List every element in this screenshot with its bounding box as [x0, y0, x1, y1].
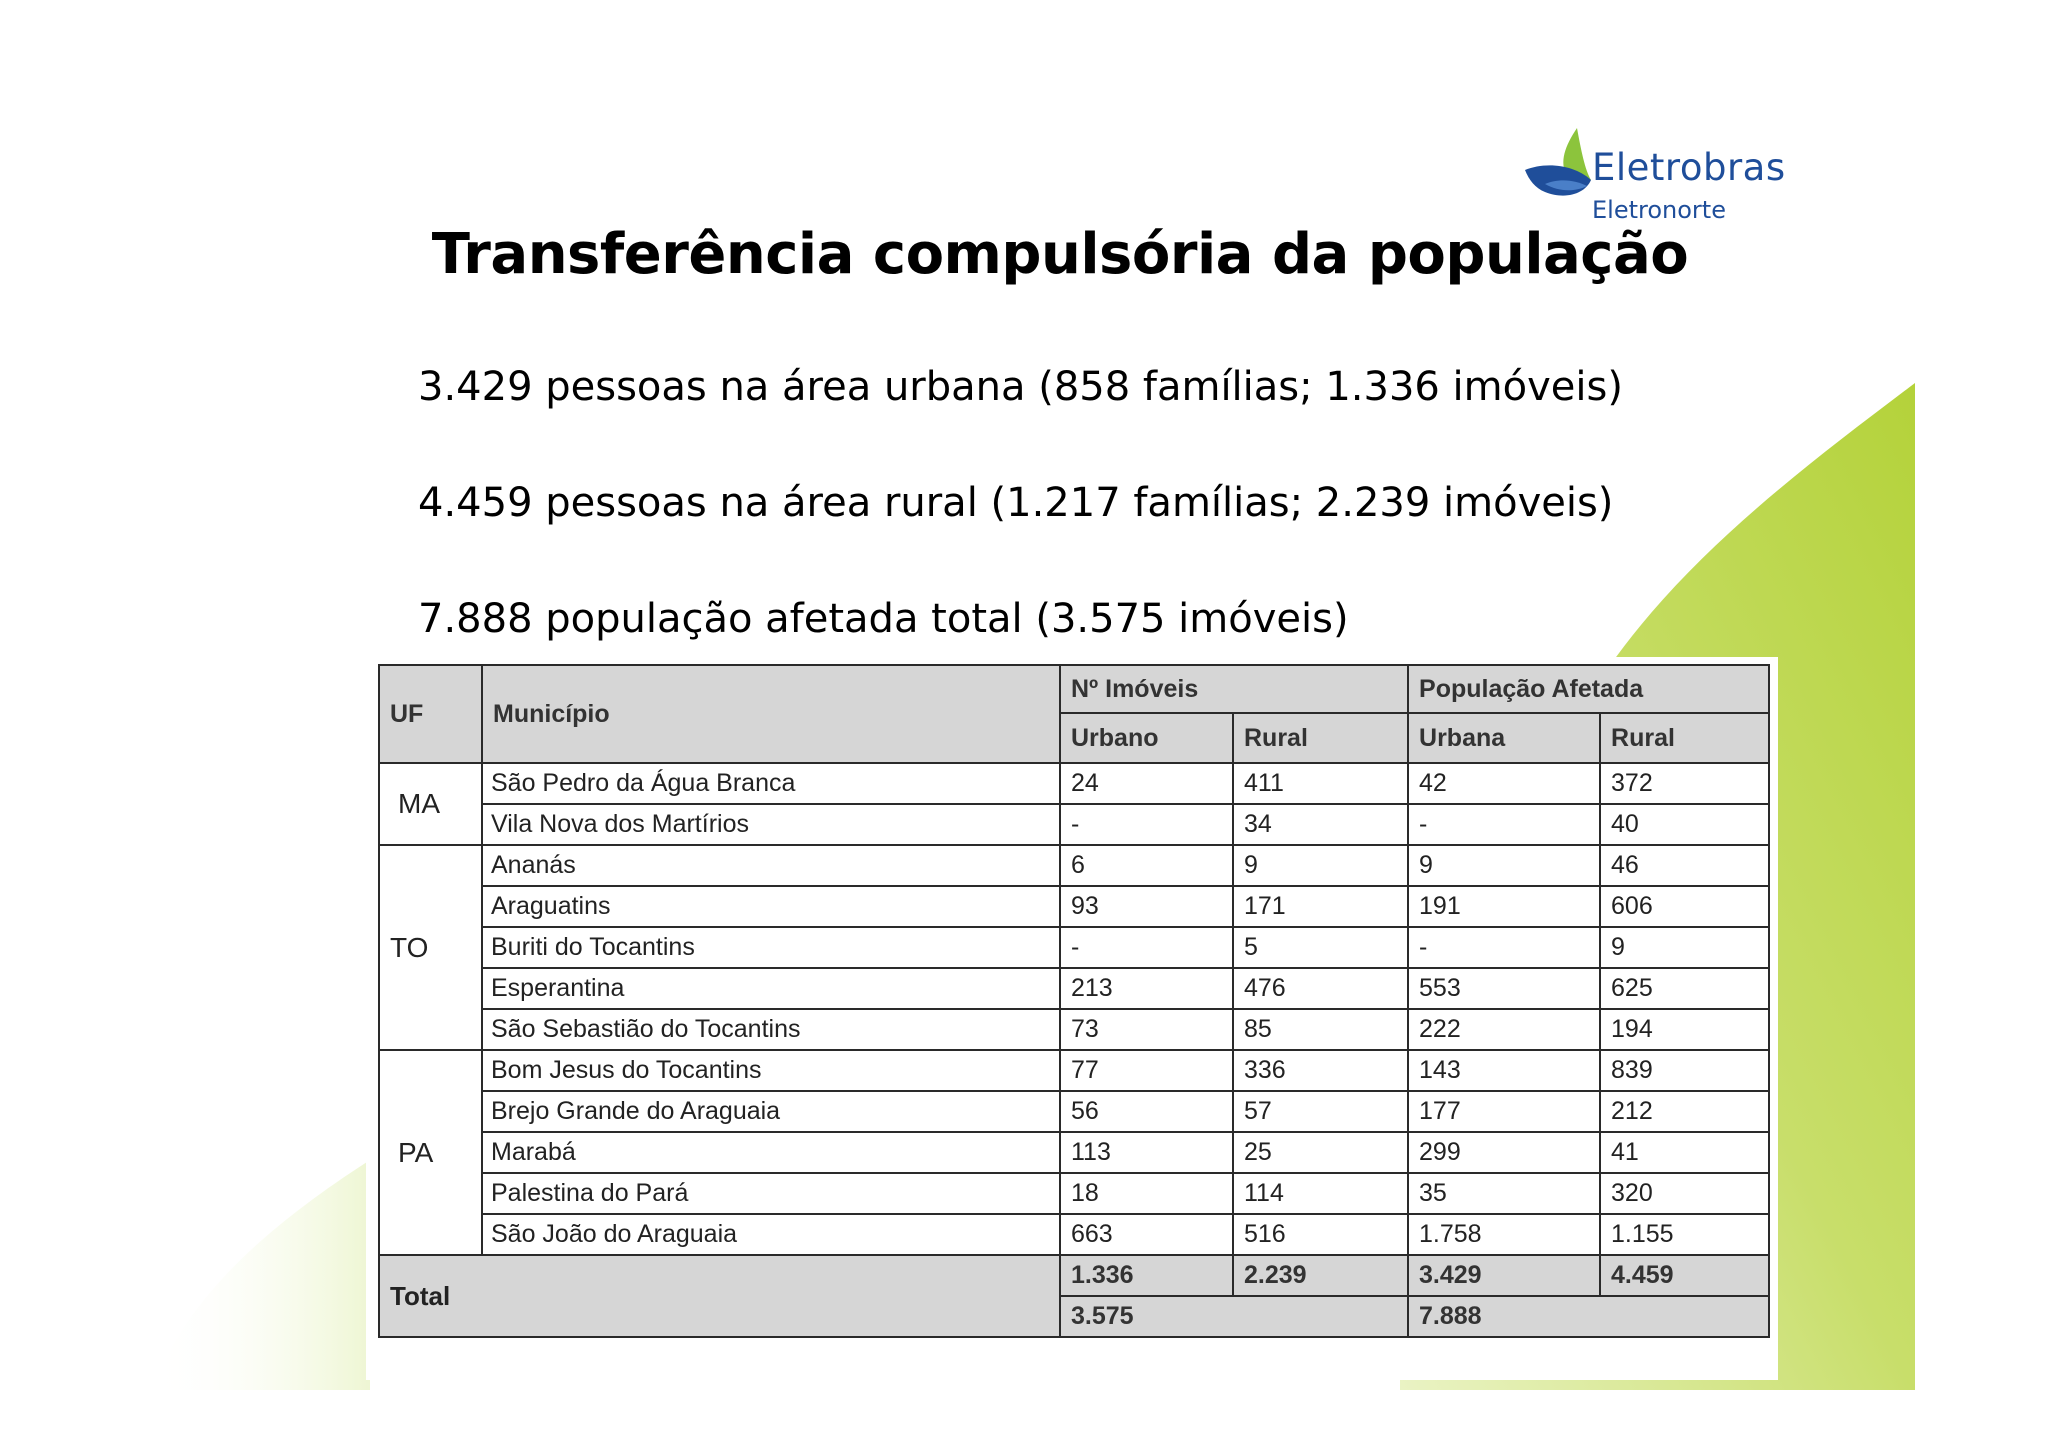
total-label: Total: [379, 1255, 1060, 1337]
value-cell: 85: [1233, 1009, 1408, 1050]
value-cell: 177: [1408, 1091, 1600, 1132]
value-cell: 839: [1600, 1050, 1769, 1091]
value-cell: 113: [1060, 1132, 1233, 1173]
affected-population-table: [378, 664, 1770, 1338]
table-row: [379, 1009, 1769, 1050]
summary-line-urban: 3.429 pessoas na área urbana (858 famílias; 1.336 imóveis): [418, 364, 1623, 410]
municipio-cell: São Pedro da Água Branca: [482, 763, 1060, 804]
summary-line-total: 7.888 população afetada total (3.575 imóveis): [418, 596, 1349, 642]
value-cell: 5: [1233, 927, 1408, 968]
header-imoveis: Nº Imóveis: [1060, 665, 1408, 713]
header-imoveis-urbano: Urbano: [1060, 713, 1233, 763]
header-pop-rural: Rural: [1600, 713, 1769, 763]
table-panel: [366, 657, 1778, 1380]
value-cell: 191: [1408, 886, 1600, 927]
value-cell: 194: [1600, 1009, 1769, 1050]
total-imoveis-urbano: 1.336: [1060, 1255, 1233, 1296]
uf-cell: PA: [379, 1050, 482, 1255]
municipio-cell: Ananás: [482, 845, 1060, 886]
value-cell: 476: [1233, 968, 1408, 1009]
value-cell: 77: [1060, 1050, 1233, 1091]
table-row: [379, 886, 1769, 927]
value-cell: 372: [1600, 763, 1769, 804]
municipio-cell: Araguatins: [482, 886, 1060, 927]
table-row: [379, 1050, 1769, 1091]
total-pop-rural: 4.459: [1600, 1255, 1769, 1296]
value-cell: -: [1060, 804, 1233, 845]
value-cell: 320: [1600, 1173, 1769, 1214]
value-cell: 40: [1600, 804, 1769, 845]
value-cell: 663: [1060, 1214, 1233, 1255]
value-cell: 6: [1060, 845, 1233, 886]
total-pop-urbana: 3.429: [1408, 1255, 1600, 1296]
municipio-cell: Esperantina: [482, 968, 1060, 1009]
total-row: [379, 1255, 1769, 1296]
header-imoveis-rural: Rural: [1233, 713, 1408, 763]
value-cell: 336: [1233, 1050, 1408, 1091]
value-cell: -: [1408, 804, 1600, 845]
uf-cell: TO: [379, 845, 482, 1050]
municipio-cell: Marabá: [482, 1132, 1060, 1173]
value-cell: 9: [1600, 927, 1769, 968]
value-cell: 143: [1408, 1050, 1600, 1091]
total-imoveis-rural: 2.239: [1233, 1255, 1408, 1296]
value-cell: 1.758: [1408, 1214, 1600, 1255]
value-cell: 171: [1233, 886, 1408, 927]
value-cell: -: [1408, 927, 1600, 968]
value-cell: 9: [1408, 845, 1600, 886]
total-imoveis: 3.575: [1060, 1296, 1408, 1337]
value-cell: 56: [1060, 1091, 1233, 1132]
header-pop-urbana: Urbana: [1408, 713, 1600, 763]
value-cell: 1.155: [1600, 1214, 1769, 1255]
table-row: [379, 763, 1769, 804]
logo-name: Eletrobras: [1592, 146, 1786, 189]
value-cell: 606: [1600, 886, 1769, 927]
uf-cell: MA: [379, 763, 482, 845]
municipio-cell: São Sebastião do Tocantins: [482, 1009, 1060, 1050]
total-populacao: 7.888: [1408, 1296, 1769, 1337]
value-cell: 553: [1408, 968, 1600, 1009]
value-cell: 25: [1233, 1132, 1408, 1173]
value-cell: 222: [1408, 1009, 1600, 1050]
value-cell: 24: [1060, 763, 1233, 804]
table-row: [379, 1214, 1769, 1255]
value-cell: 299: [1408, 1132, 1600, 1173]
value-cell: 114: [1233, 1173, 1408, 1214]
municipio-cell: Palestina do Pará: [482, 1173, 1060, 1214]
municipio-cell: Buriti do Tocantins: [482, 927, 1060, 968]
table-row: [379, 1132, 1769, 1173]
summary-line-rural: 4.459 pessoas na área rural (1.217 famílias; 2.239 imóveis): [418, 480, 1614, 526]
value-cell: 9: [1233, 845, 1408, 886]
value-cell: 213: [1060, 968, 1233, 1009]
value-cell: 41: [1600, 1132, 1769, 1173]
value-cell: -: [1060, 927, 1233, 968]
municipio-cell: Bom Jesus do Tocantins: [482, 1050, 1060, 1091]
municipio-cell: Vila Nova dos Martírios: [482, 804, 1060, 845]
value-cell: 46: [1600, 845, 1769, 886]
table-row: [379, 1091, 1769, 1132]
value-cell: 212: [1600, 1091, 1769, 1132]
value-cell: 42: [1408, 763, 1600, 804]
table-row: [379, 968, 1769, 1009]
value-cell: 516: [1233, 1214, 1408, 1255]
table-row: [379, 845, 1769, 886]
municipio-cell: São João do Araguaia: [482, 1214, 1060, 1255]
value-cell: 35: [1408, 1173, 1600, 1214]
value-cell: 18: [1060, 1173, 1233, 1214]
value-cell: 34: [1233, 804, 1408, 845]
header-uf: UF: [379, 665, 482, 763]
municipio-cell: Brejo Grande do Araguaia: [482, 1091, 1060, 1132]
value-cell: 625: [1600, 968, 1769, 1009]
page-title: Transferência compulsória da população: [431, 222, 1689, 287]
table-row: [379, 804, 1769, 845]
value-cell: 73: [1060, 1009, 1233, 1050]
value-cell: 93: [1060, 886, 1233, 927]
value-cell: 57: [1233, 1091, 1408, 1132]
header-municipio: Município: [482, 665, 1060, 763]
table-row: [379, 927, 1769, 968]
logo-subname: Eletronorte: [1592, 196, 1726, 224]
value-cell: 411: [1233, 763, 1408, 804]
header-populacao: População Afetada: [1408, 665, 1769, 713]
table-row: [379, 1173, 1769, 1214]
